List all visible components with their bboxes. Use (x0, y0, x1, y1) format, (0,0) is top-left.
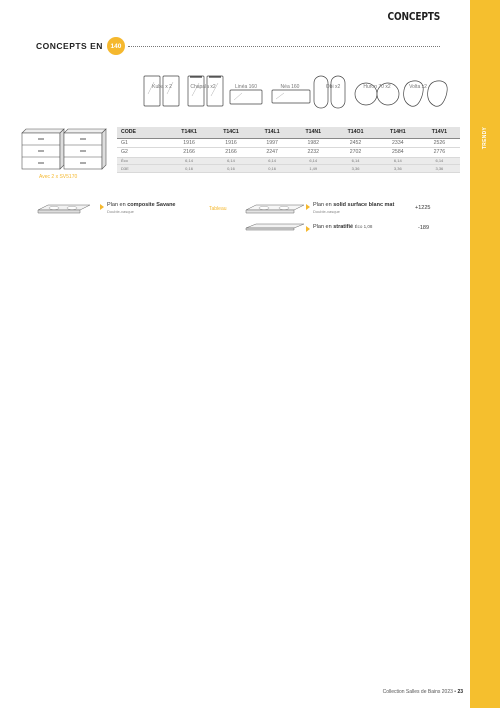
table-header-cell: T14N1 (292, 127, 334, 138)
table-cell: 3,36 (419, 165, 460, 173)
mirror-kuba-image (144, 76, 179, 106)
table-cell: 6,14 (252, 157, 292, 165)
plan-composite-title (107, 202, 175, 208)
table-cell: 0,16 (168, 165, 210, 173)
plan-composite-sub: Double-vasque (107, 209, 134, 214)
countertop-solid-image (244, 202, 306, 216)
table-header-cell: T14V1 (419, 127, 460, 138)
table-header-row (117, 127, 460, 138)
plan-stratifie-title (313, 224, 372, 230)
plan-material: solid surface blanc mat (333, 202, 395, 208)
table-cell: 1,49 (292, 165, 334, 173)
eco-tax-label: Éco 1,08 (354, 224, 373, 229)
table-cell: 2232 (292, 148, 334, 158)
cabinet-illustration (20, 125, 110, 175)
table-header-cell: T14L1 (252, 127, 292, 138)
size-badge: 140 (107, 37, 125, 55)
section-title (36, 38, 125, 54)
table-header-cell: T14H1 (377, 127, 419, 138)
plan-solid-title (313, 202, 394, 208)
mirror-nea-image (272, 90, 310, 103)
table-cell: 2166 (210, 148, 252, 158)
mirror-chapala-image (188, 76, 223, 106)
table-cell: 1982 (292, 138, 334, 148)
mirror-label-nea: Néa 160 (280, 84, 300, 90)
mirror-linea-image (230, 90, 262, 104)
page-number: 23 (457, 689, 463, 695)
mirror-label-chapala: Chapala x2 (190, 84, 216, 90)
footer-collection: Collection Salles de Bains 2023 • (382, 689, 457, 695)
table-cell: 0,16 (252, 165, 292, 173)
plan-prefix: Plan en (313, 224, 334, 230)
table-cell: 0,16 (210, 165, 252, 173)
plan-prefix: Plan en (107, 202, 128, 208)
page-footer (383, 689, 463, 695)
table-cell: 2452 (334, 138, 377, 148)
table-header-cell: T14O1 (334, 127, 377, 138)
table-header-cell: CODE (117, 127, 168, 138)
cabinets-caption: Avec 2 x SV5170 (39, 174, 78, 180)
mirror-label-linea: Linéa 160 (235, 84, 257, 90)
side-tab (478, 118, 492, 158)
table-cell: 1916 (210, 138, 252, 148)
table-cell: D3E (117, 165, 168, 173)
plan-solid-price: +1225 (415, 205, 431, 211)
plan-material: stratifié (333, 224, 354, 230)
page-header-title: CONCEPTS (387, 10, 440, 23)
table-header-cell: T14C1 (210, 127, 252, 138)
mirror-illustrations (130, 68, 450, 116)
table-cell: 6,14 (419, 157, 460, 165)
table-cell: 2334 (377, 138, 419, 148)
side-color-band (470, 0, 500, 708)
table-cell: 2166 (168, 148, 210, 158)
table-row (117, 157, 460, 165)
arrow-icon (100, 204, 104, 210)
plan-solid (306, 202, 394, 214)
plan-stratifie (306, 224, 372, 232)
arrow-icon (306, 204, 310, 210)
table-cell: 2776 (419, 148, 460, 158)
plan-composite (100, 202, 175, 214)
table-cell: 3,36 (377, 165, 419, 173)
table-row (117, 138, 460, 148)
dotted-separator (128, 46, 440, 47)
plan-stratifie-price: -189 (418, 225, 430, 231)
tableau-label: Tableau (209, 206, 227, 212)
table-cell: 6,14 (168, 157, 210, 165)
pricing-table (117, 127, 460, 173)
plan-prefix: Plan en (313, 202, 334, 208)
table-cell: 1997 (252, 138, 292, 148)
table-cell: 6,14 (292, 157, 334, 165)
table-row (117, 165, 460, 173)
table-cell: 2702 (334, 148, 377, 158)
table-cell: 2526 (419, 138, 460, 148)
table-header-cell: T14K1 (168, 127, 210, 138)
table-cell: 1916 (168, 138, 210, 148)
mirror-label-huron: Huron 70 x2 (363, 84, 391, 90)
table-cell: 2584 (377, 148, 419, 158)
table-cell: 6,14 (210, 157, 252, 165)
table-cell: 6,14 (377, 157, 419, 165)
countertop-composite-image (36, 202, 92, 216)
table-cell: G1 (117, 138, 168, 148)
table-cell: 2247 (252, 148, 292, 158)
mirror-label-obi: Obi x2 (325, 84, 341, 90)
section-title-text: CONCEPTS EN (36, 41, 103, 51)
mirror-obi-image (314, 76, 345, 108)
table-cell: G2 (117, 148, 168, 158)
mirror-label-kuba: Kuba x 2 (152, 84, 172, 90)
table-cell: 3,36 (334, 165, 377, 173)
table-row (117, 148, 460, 158)
mirror-label-volta: Volta x2 (409, 84, 427, 90)
plan-solid-sub: Double-vasque (313, 209, 340, 214)
table-cell: Éco (117, 157, 168, 165)
plan-material: composite Savane (127, 202, 176, 208)
table-cell: 6,14 (334, 157, 377, 165)
side-tab-label: TRENDY (482, 126, 488, 150)
countertop-stratifie-image (244, 222, 306, 232)
arrow-icon (306, 226, 310, 232)
